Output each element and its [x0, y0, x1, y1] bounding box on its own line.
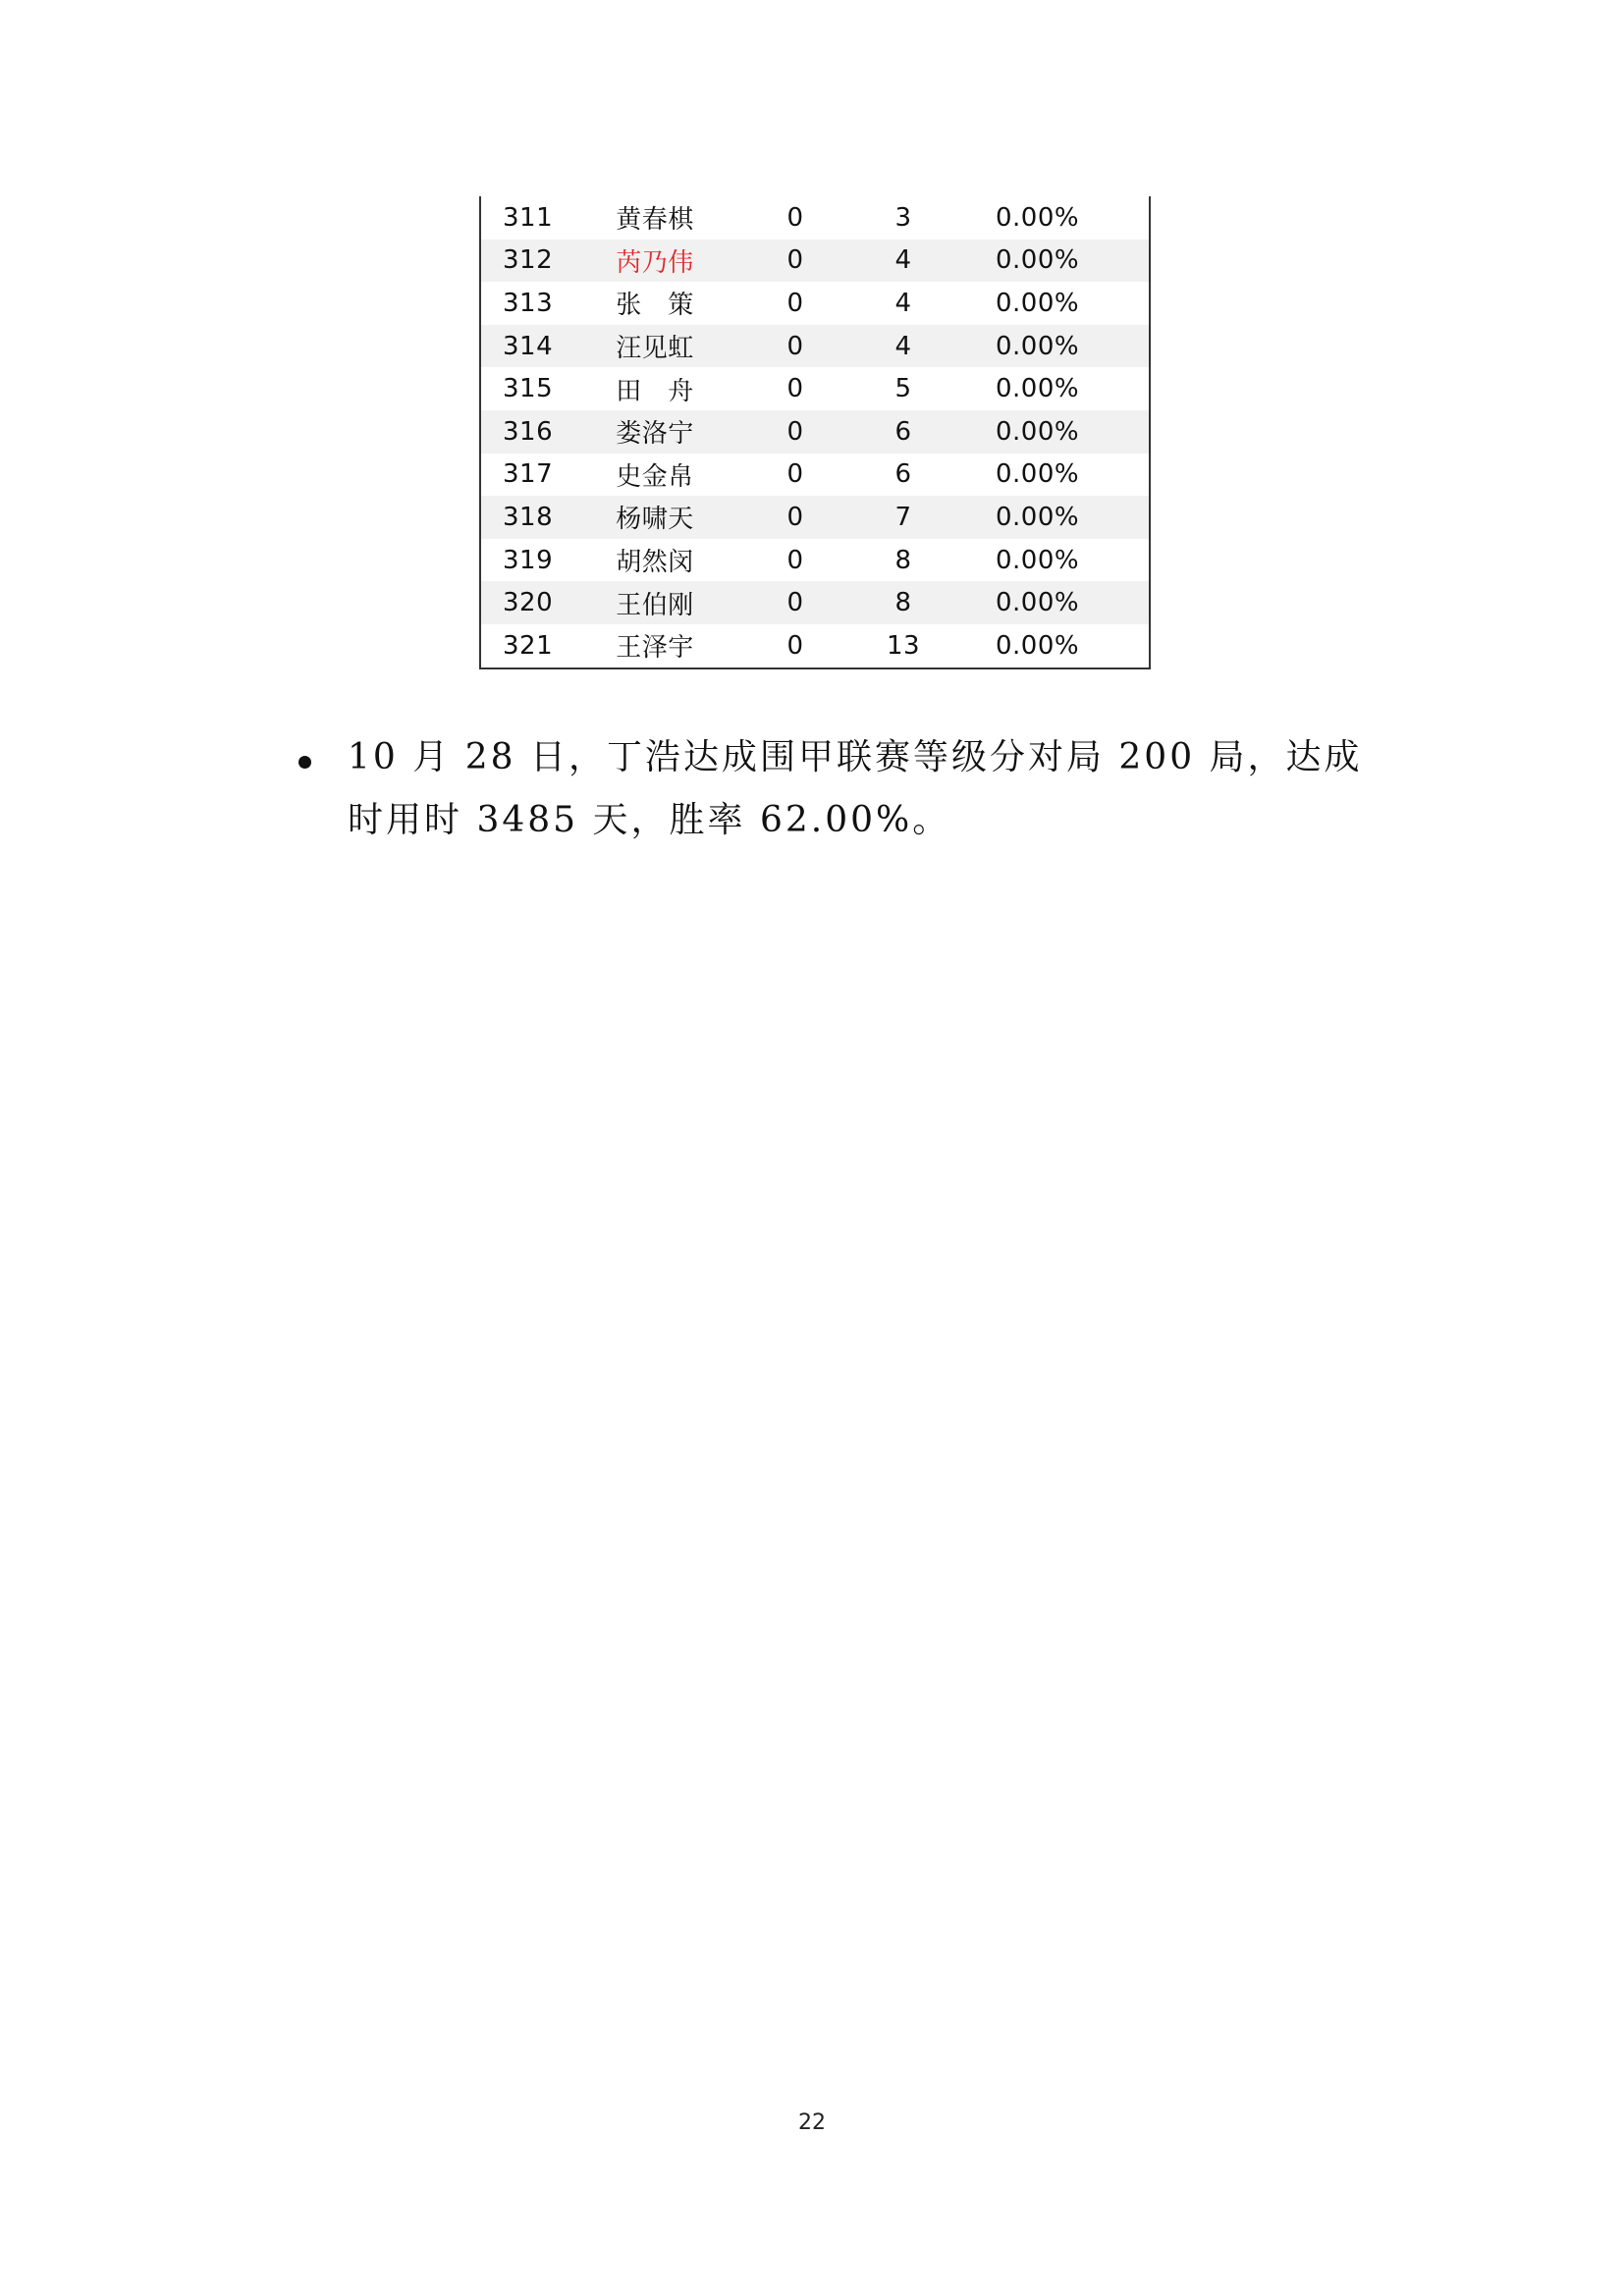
table-row: [481, 367, 1149, 410]
player-name-cell: 张 策: [616, 291, 694, 321]
win-rate-cell: 0.00%: [996, 331, 1080, 361]
rank-cell: 321: [503, 630, 554, 661]
wins-cell: 0: [786, 502, 804, 532]
table-row: [481, 454, 1149, 497]
bullet-item: [291, 726, 1390, 852]
wins-cell: 0: [786, 288, 804, 318]
player-name-cell: 史金帛: [616, 461, 694, 492]
player-name-cell: 杨啸天: [616, 505, 694, 535]
wins-cell: 0: [786, 459, 804, 490]
losses-cell: 8: [894, 588, 912, 618]
page-number: 22: [798, 2110, 826, 2135]
losses-cell: 8: [894, 545, 912, 575]
wins-cell: 0: [786, 331, 804, 361]
table-row: [481, 496, 1149, 539]
losses-cell: 6: [894, 459, 912, 490]
table-row: [481, 624, 1149, 667]
rank-cell: 312: [503, 245, 554, 276]
player-name-cell-highlighted: 芮乃伟: [616, 247, 694, 278]
player-name-cell: 汪见虹: [616, 334, 694, 364]
player-name-cell: 娄洛宁: [616, 419, 694, 450]
win-rate-cell: 0.00%: [996, 588, 1080, 618]
rank-cell: 319: [503, 545, 554, 575]
rank-cell: 316: [503, 416, 554, 447]
player-name-cell: 田 舟: [616, 376, 694, 406]
table-row: [481, 196, 1149, 240]
win-rate-cell: 0.00%: [996, 202, 1080, 233]
win-rate-cell: 0.00%: [996, 502, 1080, 532]
win-rate-cell: 0.00%: [996, 630, 1080, 661]
win-rate-cell: 0.00%: [996, 459, 1080, 490]
table-row: [481, 325, 1149, 368]
player-name-cell: 王泽宇: [616, 633, 694, 664]
ranking-table: [479, 196, 1151, 669]
rank-cell: 315: [503, 374, 554, 404]
losses-cell: 3: [894, 202, 912, 233]
losses-cell: 5: [894, 374, 912, 404]
bullet-text: 10 月 28 日，丁浩达成围甲联赛等级分对局 200 局，达成时用时 3485 天，胜率 62.00%。: [348, 737, 1363, 840]
wins-cell: 0: [786, 374, 804, 404]
table-row: [481, 240, 1149, 283]
rank-cell: 313: [503, 288, 554, 318]
win-rate-cell: 0.00%: [996, 416, 1080, 447]
table-row: [481, 581, 1149, 624]
losses-cell: 4: [894, 288, 912, 318]
wins-cell: 0: [786, 630, 804, 661]
win-rate-cell: 0.00%: [996, 245, 1080, 276]
wins-cell: 0: [786, 416, 804, 447]
rank-cell: 317: [503, 459, 554, 490]
wins-cell: 0: [786, 588, 804, 618]
wins-cell: 0: [786, 245, 804, 276]
table-row: [481, 282, 1149, 325]
rank-cell: 314: [503, 331, 554, 361]
table-row: [481, 539, 1149, 582]
player-name-cell: 胡然闵: [616, 548, 694, 578]
losses-cell: 6: [894, 416, 912, 447]
table-row: [481, 410, 1149, 454]
losses-cell: 4: [894, 331, 912, 361]
bullet-dot-icon: [298, 756, 311, 769]
player-name-cell: 黄春棋: [616, 205, 694, 236]
losses-cell: 13: [886, 630, 921, 661]
wins-cell: 0: [786, 545, 804, 575]
rank-cell: 320: [503, 588, 554, 618]
player-name-cell: 王伯刚: [616, 590, 694, 620]
rank-cell: 318: [503, 502, 554, 532]
losses-cell: 4: [894, 245, 912, 276]
losses-cell: 7: [894, 502, 912, 532]
win-rate-cell: 0.00%: [996, 288, 1080, 318]
wins-cell: 0: [786, 202, 804, 233]
win-rate-cell: 0.00%: [996, 374, 1080, 404]
win-rate-cell: 0.00%: [996, 545, 1080, 575]
rank-cell: 311: [503, 202, 554, 233]
